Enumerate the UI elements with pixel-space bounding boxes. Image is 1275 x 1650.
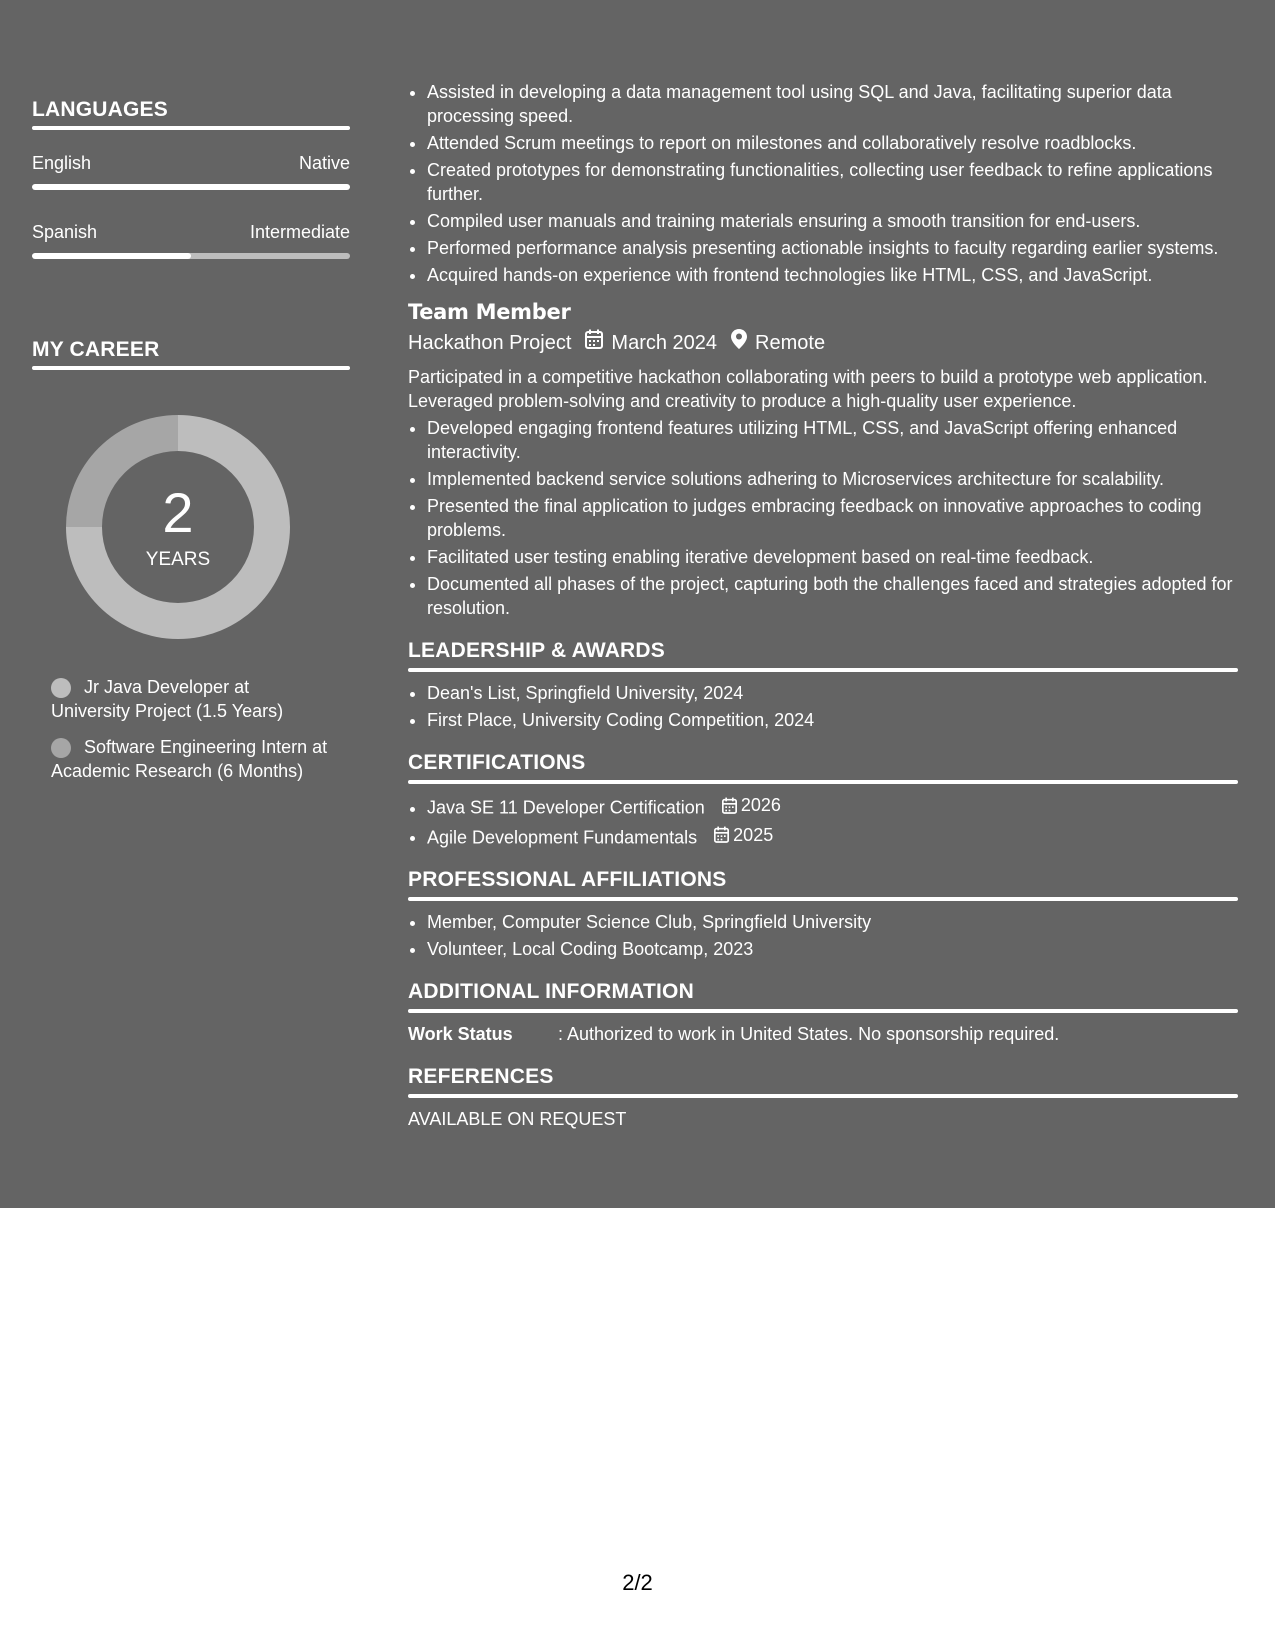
career-total-number: 2 bbox=[162, 481, 194, 544]
list-item: • Acquired hands-on experience with frontend technologies like HTML, CSS, and JavaScript. bbox=[427, 263, 1238, 287]
work-status-value: : Authorized to work in United States. No sponsorship required. bbox=[558, 1024, 1060, 1044]
language-bar-fill bbox=[32, 253, 191, 259]
languages-heading: LANGUAGES bbox=[32, 98, 168, 121]
career-legend-label: Jr Java Developer at University Project (1.5 Years) bbox=[51, 677, 284, 721]
work-status-row bbox=[408, 1022, 1238, 1046]
role-company: Hackathon Project bbox=[408, 331, 572, 354]
work-status-label: Work Status bbox=[408, 1024, 513, 1044]
list-item: • Dean's List, Springfield University, 2024 bbox=[427, 681, 1238, 705]
additional-info-section bbox=[408, 979, 1238, 1046]
page-number: 2/2 bbox=[622, 1570, 653, 1595]
legend-dot-icon bbox=[51, 678, 71, 698]
affiliations-heading-rule bbox=[408, 897, 1238, 901]
certification-name: Agile Development Fundamentals bbox=[427, 827, 698, 847]
legend-dot-icon bbox=[51, 738, 71, 758]
awards-section bbox=[408, 638, 1238, 732]
list-item: • Attended Scrum meetings to report on milestones and collaboratively resolve roadblocks. bbox=[427, 131, 1238, 155]
certification-year: 2026 bbox=[740, 795, 781, 815]
certification-year: 2025 bbox=[733, 824, 774, 845]
language-row-english bbox=[32, 152, 350, 174]
location-pin-icon bbox=[731, 329, 747, 356]
role-date: March 2024 bbox=[611, 331, 718, 354]
list-item: • Member, Computer Science Club, Springfield University bbox=[427, 910, 1238, 934]
awards-heading: LEADERSHIP & AWARDS bbox=[408, 639, 665, 662]
certification-date bbox=[714, 823, 773, 847]
affiliations-heading: PROFESSIONAL AFFILIATIONS bbox=[408, 868, 727, 891]
certifications-heading: CERTIFICATIONS bbox=[408, 751, 586, 774]
language-level: Intermediate bbox=[249, 222, 350, 242]
list-item: • Facilitated user testing enabling iterative development based on real-time feedback. bbox=[427, 545, 1238, 569]
calendar-icon bbox=[722, 797, 737, 814]
career-heading-rule bbox=[32, 366, 350, 370]
affiliations-list bbox=[408, 910, 1238, 961]
references-heading-rule bbox=[408, 1094, 1238, 1098]
affiliations-section bbox=[408, 867, 1238, 961]
list-item: • Compiled user manuals and training materials ensuring a smooth transition for end-users. bbox=[427, 209, 1238, 233]
references-section bbox=[408, 1064, 1238, 1131]
role-title: Team Member bbox=[408, 300, 571, 324]
language-row-spanish bbox=[32, 221, 350, 243]
role-bullets bbox=[408, 416, 1238, 620]
references-heading: REFERENCES bbox=[408, 1065, 554, 1088]
list-item: • Presented the final application to judges embracing feedback on innovative approaches to coding problems. bbox=[427, 494, 1238, 542]
list-item: • Volunteer, Local Coding Bootcamp, 2023 bbox=[427, 937, 1238, 961]
language-bar-fill bbox=[32, 184, 350, 190]
calendar-icon bbox=[714, 826, 729, 843]
list-item: • Performed performance analysis presenting actionable insights to faculty regarding earlier systems. bbox=[427, 236, 1238, 260]
certification-date bbox=[722, 793, 781, 817]
language-name: Spanish bbox=[32, 222, 98, 242]
list-item: • Assisted in developing a data management tool using SQL and Java, facilitating superior data processing speed. bbox=[427, 80, 1238, 128]
list-item bbox=[427, 823, 1238, 850]
role-location: Remote bbox=[755, 331, 826, 354]
career-legend-item bbox=[51, 735, 331, 783]
additional-info-heading: ADDITIONAL INFORMATION bbox=[408, 980, 694, 1003]
language-name: English bbox=[32, 153, 92, 173]
certification-name: Java SE 11 Developer Certification bbox=[427, 797, 705, 818]
list-item bbox=[427, 793, 1238, 820]
previous-role-bullets bbox=[408, 80, 1238, 287]
list-item: • Implemented backend service solutions adhering to Microservices architecture for scalability. bbox=[427, 467, 1238, 491]
language-bar-spanish bbox=[32, 253, 350, 259]
right-column bbox=[408, 80, 1238, 1131]
list-item: • First Place, University Coding Competition, 2024 bbox=[427, 708, 1238, 732]
career-legend-item bbox=[51, 675, 331, 723]
role-description: Participated in a competitive hackathon collaborating with peers to build a prototype web application. Leveraged problem-solving and creativity to produce a high-quality user experience. bbox=[408, 367, 1208, 411]
languages-heading-rule bbox=[32, 126, 350, 130]
role-meta bbox=[408, 329, 1238, 356]
list-item: • Documented all phases of the project, capturing both the challenges faced and strategies adopted for resolution. bbox=[427, 572, 1238, 620]
awards-list bbox=[408, 681, 1238, 732]
career-donut-chart bbox=[66, 415, 290, 639]
certifications-section bbox=[408, 750, 1238, 849]
career-legend-label: Software Engineering Intern at Academic Research (6 Months) bbox=[51, 737, 328, 781]
references-text: AVAILABLE ON REQUEST bbox=[408, 1109, 627, 1129]
additional-info-heading-rule bbox=[408, 1009, 1238, 1013]
list-item: • Developed engaging frontend features utilizing HTML, CSS, and JavaScript offering enhanced interactivity. bbox=[427, 416, 1238, 464]
certifications-list bbox=[408, 793, 1238, 849]
career-legend bbox=[51, 675, 331, 795]
list-item: • Created prototypes for demonstrating functionalities, collecting user feedback to refine applications further. bbox=[427, 158, 1238, 206]
language-level: Native bbox=[298, 153, 350, 173]
awards-heading-rule bbox=[408, 668, 1238, 672]
certifications-heading-rule bbox=[408, 780, 1238, 784]
career-total-unit: YEARS bbox=[145, 549, 211, 570]
calendar-icon bbox=[585, 329, 603, 356]
career-heading: MY CAREER bbox=[32, 338, 160, 361]
language-bar-english bbox=[32, 184, 350, 190]
